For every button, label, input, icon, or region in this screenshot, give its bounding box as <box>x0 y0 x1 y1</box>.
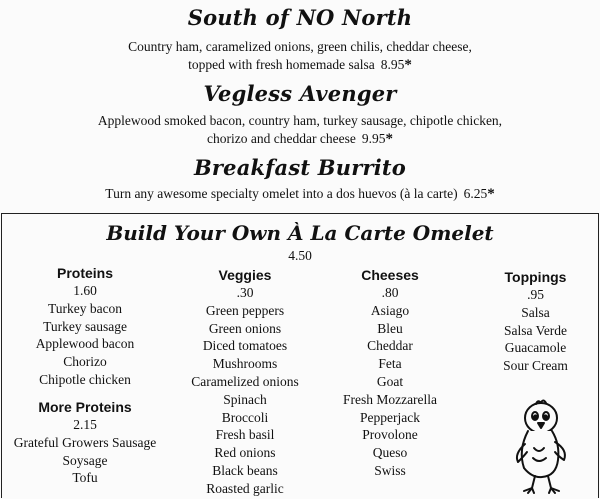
item-desc-line <box>0 185 600 203</box>
item-price: 6.25 <box>463 186 488 201</box>
list-item: Spinach <box>223 391 267 407</box>
veggies-column <box>175 266 315 498</box>
list-item: Guacamole <box>504 340 567 356</box>
toppings-price: .95 <box>527 287 544 302</box>
item-price: 8.95 <box>380 57 405 72</box>
item-desc-line: Country ham, caramelized onions, green chilis, cheddar cheese, <box>128 39 472 54</box>
list-item: Grateful Growers Sausage <box>13 434 157 450</box>
toppings-column <box>468 268 600 375</box>
list-item: Salsa Verde <box>503 322 568 338</box>
proteins-list <box>10 300 160 389</box>
proteins-heading: Proteins <box>56 265 113 281</box>
cheeses-column <box>325 266 455 480</box>
item-desc-line-2 <box>0 56 600 74</box>
cheeses-list <box>325 302 455 480</box>
toppings-list <box>468 304 600 375</box>
veggies-list <box>175 302 315 498</box>
list-item: Tofu <box>72 470 98 486</box>
asterisk-mark: * <box>404 57 412 73</box>
cheeses-heading: Cheeses <box>361 267 419 283</box>
more-proteins-price: 2.15 <box>73 417 97 432</box>
list-item: Bleu <box>377 320 403 336</box>
list-item: Mushrooms <box>212 356 278 372</box>
list-item: Cheddar <box>367 338 413 354</box>
list-item: Soysage <box>62 452 108 468</box>
list-item: Fresh Mozzarella <box>342 391 438 407</box>
toppings-heading: Toppings <box>504 269 567 285</box>
list-item: Applewood bacon <box>35 336 135 352</box>
item-title: Vegless Avenger <box>203 81 397 106</box>
asterisk-mark: * <box>487 186 495 202</box>
list-item: Queso <box>372 445 408 461</box>
omelet-base-price: 4.50 <box>288 248 312 263</box>
item-desc-text: topped with fresh homemade salsa <box>188 57 375 72</box>
item-description <box>0 38 600 74</box>
list-item: Broccoli <box>221 409 269 425</box>
item-desc-text: Turn any awesome specialty omelet into a dos huevos (à la carte) <box>105 186 458 201</box>
list-item: Green peppers <box>205 302 285 318</box>
list-item: Roasted garlic <box>206 480 284 496</box>
list-item: Provolone <box>362 427 418 443</box>
item-title: Breakfast Burrito <box>193 155 407 180</box>
list-item: Sour Cream <box>503 358 568 374</box>
list-item: Salsa <box>521 304 550 320</box>
proteins-column <box>10 264 160 389</box>
item-desc-text: chorizo and cheddar cheese <box>207 131 356 146</box>
veggies-price: .30 <box>236 285 254 300</box>
item-description <box>0 185 600 203</box>
veggies-heading: Veggies <box>218 267 272 283</box>
list-item: Swiss <box>374 462 406 478</box>
list-item: Pepperjack <box>360 409 420 425</box>
more-proteins-column <box>0 398 170 487</box>
list-item: Asiago <box>370 302 410 318</box>
item-price: 9.95 <box>361 131 386 146</box>
item-desc-line: Applewood smoked bacon, country ham, turkey sausage, chipotle chicken, <box>97 113 503 128</box>
list-item: Chipotle chicken <box>39 371 131 387</box>
list-item: Black beans <box>212 462 278 478</box>
list-item: Green onions <box>208 320 282 336</box>
list-item: Turkey bacon <box>47 300 123 316</box>
item-title: South of NO North <box>187 5 413 30</box>
omelet-builder-title: Build Your Own À La Carte Omelet <box>106 221 494 245</box>
list-item: Red onions <box>214 445 276 461</box>
list-item: Turkey sausage <box>43 318 127 334</box>
menu-item-breakfast-burrito <box>0 156 600 203</box>
asterisk-mark: * <box>385 131 393 147</box>
chick-icon <box>508 398 574 494</box>
list-item: Goat <box>376 373 404 389</box>
cheeses-price: .80 <box>381 285 399 300</box>
list-item: Chorizo <box>63 354 107 370</box>
more-proteins-list <box>0 434 170 487</box>
menu-item-south-of-no-north <box>0 6 600 74</box>
more-proteins-heading: More Proteins <box>38 399 132 415</box>
list-item: Diced tomatoes <box>202 338 288 354</box>
list-item: Fresh basil <box>215 427 275 443</box>
proteins-price: 1.60 <box>73 283 97 298</box>
item-desc-line-2 <box>0 130 600 148</box>
list-item: Caramelized onions <box>191 373 299 389</box>
list-item: Feta <box>378 356 402 372</box>
menu-item-vegless-avenger <box>0 82 600 148</box>
item-description <box>0 112 600 148</box>
